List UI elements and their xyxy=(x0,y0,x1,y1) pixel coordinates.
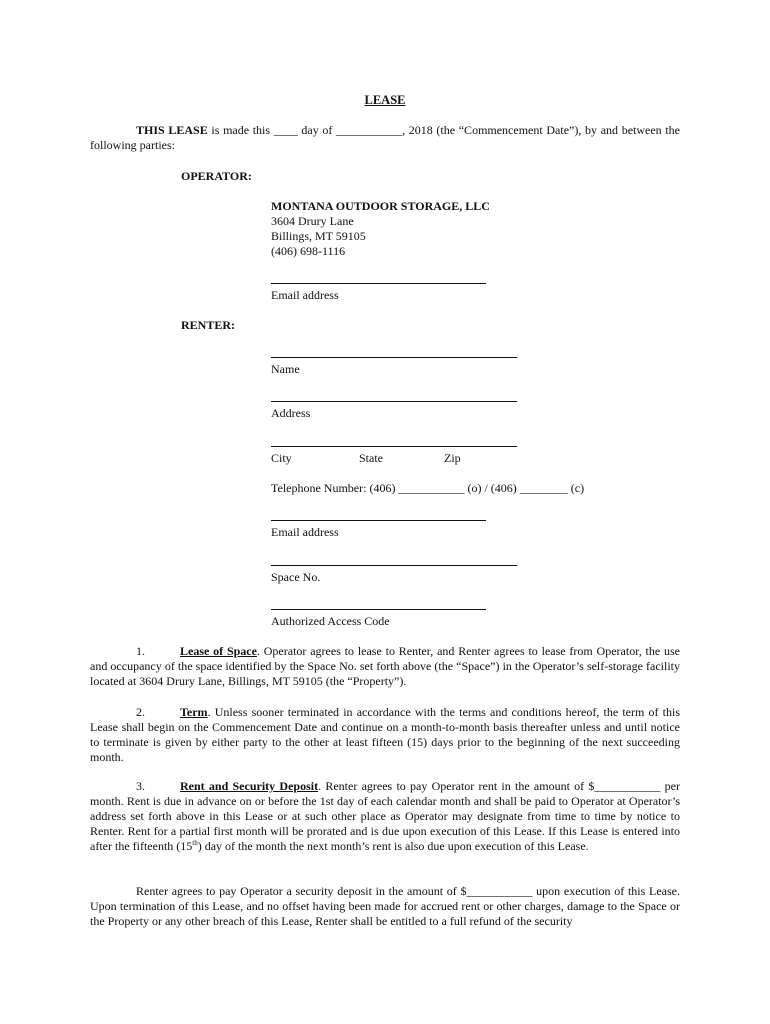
section-3 xyxy=(90,779,680,854)
renter-name-label: Name xyxy=(271,362,300,376)
section-3-heading: Rent and Security Deposit xyxy=(180,779,319,793)
renter-access-code-label: Authorized Access Code xyxy=(271,614,390,628)
operator-block xyxy=(271,199,490,259)
renter-space-line[interactable] xyxy=(271,565,517,566)
operator-email-line[interactable] xyxy=(271,283,486,284)
renter-email-label: Email address xyxy=(271,525,339,539)
renter-zip-label: Zip xyxy=(444,451,461,465)
renter-address-label: Address xyxy=(271,406,311,420)
renter-space-label: Space No. xyxy=(271,570,321,584)
renter-state-label: State xyxy=(359,451,383,465)
intro-lead: THIS LEASE xyxy=(136,123,208,137)
document-title: LEASE xyxy=(364,93,406,107)
operator-phone: (406) 698-1116 xyxy=(271,244,346,258)
section-2 xyxy=(90,705,680,765)
renter-label: RENTER: xyxy=(181,318,236,332)
renter-email-line[interactable] xyxy=(271,520,486,521)
section-1-number: 1. xyxy=(136,644,145,658)
operator-label: OPERATOR: xyxy=(181,169,252,183)
renter-name-line[interactable] xyxy=(271,357,517,358)
section-1-heading: Lease of Space xyxy=(180,644,257,658)
renter-city-label: City xyxy=(271,451,292,465)
section-3-superscript: th xyxy=(192,839,198,847)
operator-city: Billings, MT 59105 xyxy=(271,229,366,243)
renter-city-state-zip-line[interactable] xyxy=(271,446,517,447)
section-1-text: . Operator agrees to lease to Renter, and Renter agrees to lease from Operator, the use and occupancy of the space identified by the Space No. set forth above (the “Space”) in the Operator’s self-storage facility located at 3604 Drury Lane, Billings, MT 59105 (the “Property”). xyxy=(90,644,680,688)
section-2-heading: Term xyxy=(180,705,208,719)
operator-name: MONTANA OUTDOOR STORAGE, LLC xyxy=(271,199,490,213)
operator-email-label: Email address xyxy=(271,288,339,302)
deposit-paragraph: Renter agrees to pay Operator a security deposit in the amount of $___________ upon execution of this Lease. Upon termination of this Lease, and no offset having been made for accrued rent or other charges, damage to the Space or the Property or any other breach of this Lease, Renter shall be entitled to a full refund of the security xyxy=(90,884,680,928)
section-3-text-b: ) day of the month the next month’s rent is also due upon execution of this Lease. xyxy=(197,839,589,853)
renter-access-code-line[interactable] xyxy=(271,609,486,610)
renter-city-state-zip-labels xyxy=(271,451,521,466)
renter-address-line[interactable] xyxy=(271,401,517,402)
renter-telephone: Telephone Number: (406) ___________ (o) / (406) ________ (c) xyxy=(271,481,585,495)
section-1 xyxy=(90,644,680,689)
section-3-number: 3. xyxy=(136,779,145,793)
intro-paragraph xyxy=(90,123,680,153)
section-2-text: . Unless sooner terminated in accordance with the terms and conditions hereof, the term of this Lease shall begin on the Commencement Date and continue on a month-to-month basis thereafter unless and until notice to terminate is given by either party to the other at least fifteen (15) days prior to the beginning of the next succeeding month. xyxy=(90,705,680,764)
intro-text: is made this ____ day of ___________, 2018 (the “Commencement Date”), by and between the following parties: xyxy=(90,123,680,152)
section-2-number: 2. xyxy=(136,705,145,719)
section-3-text-a: . Renter agrees to pay Operator rent in the amount of $___________ per month. Rent is due in advance on or before the 1st day of each calendar month and shall be paid to Operator at Operator’s address set forth above in this Lease or at such other place as Operator may designate from time to time by notice to Renter. Rent for a partial first month will be prorated and is due upon execution of this Lease. If this Lease is entered into after the fifteenth (15 xyxy=(90,779,680,853)
operator-street: 3604 Drury Lane xyxy=(271,214,354,228)
